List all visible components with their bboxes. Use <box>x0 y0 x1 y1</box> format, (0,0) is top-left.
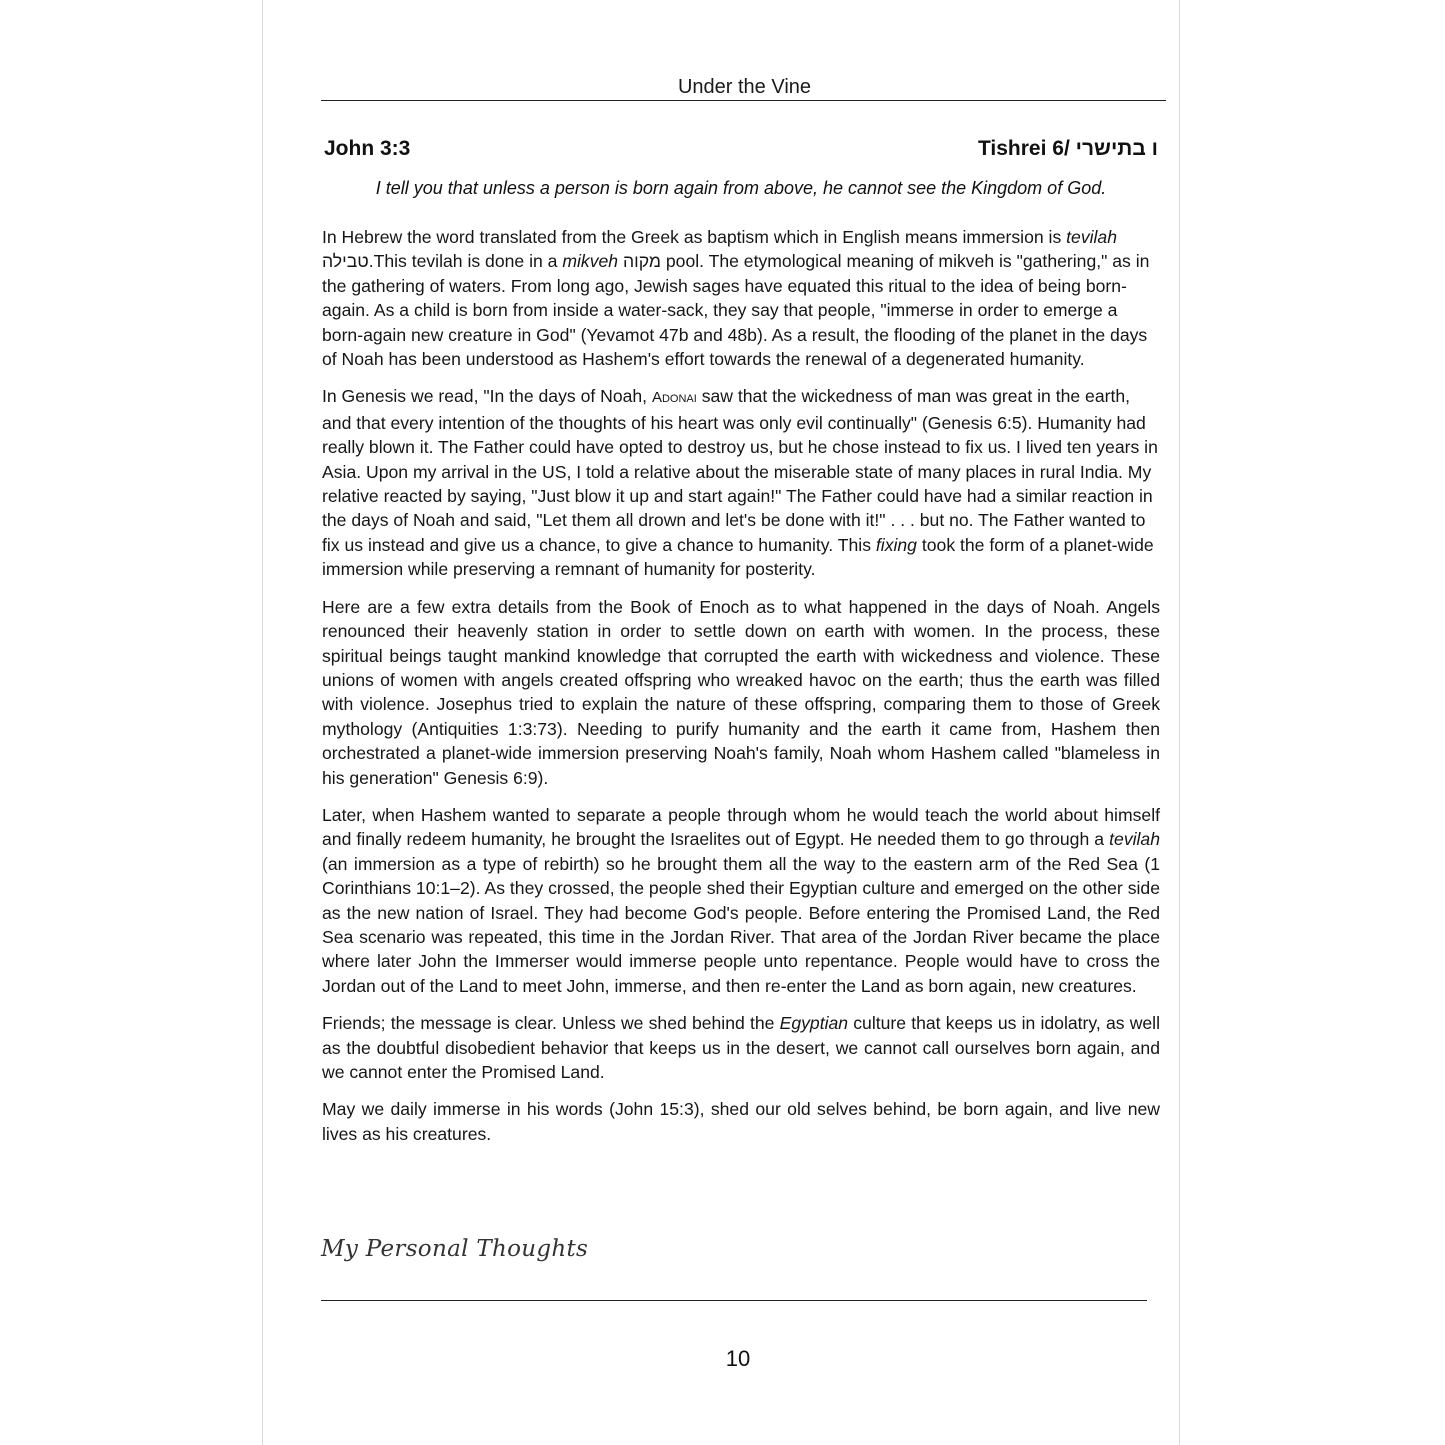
scripture-reference: John 3:3 <box>324 137 411 160</box>
paragraph-1-part-c: טבילה.This tevilah is done in a <box>322 251 563 272</box>
paragraph-4-part-a: Later, when Hashem wanted to separate a people through whom he would teach the world about himself and finally redeem humanity, he brought the Israelites out of Egypt. He needed them to go through a <box>322 804 1160 850</box>
paragraph-5 <box>322 1011 1160 1084</box>
paragraph-2-part-a: In Genesis we read, "In the days of Noah, <box>322 386 652 407</box>
notes-line <box>321 1300 1147 1301</box>
paragraph-6: May we daily immerse in his words (John 15:3), shed our old selves behind, be born again, and live new lives as his creatures. <box>322 1099 1160 1144</box>
book-page <box>262 0 1180 1445</box>
header-rule <box>321 100 1166 101</box>
paragraph-5-part-c: culture that keeps us in idolatry, as well as the doubtful disobedient behavior that keeps us in the desert, we cannot call ourselves born again, and we cannot enter the Promised Land. <box>322 1013 1161 1082</box>
paragraph-1-italic-mikveh: mikveh <box>562 251 619 272</box>
paragraph-1-part-e: מקוה pool. The etymological meaning of mikveh is "gathering," as in the gathering of waters. From long ago, Jewish sages have equated this ritual to the idea of being born-again. As a child is born from inside a water-sack, they say that people, "immerse in order to emerge a born-again new creature in God" (Yevamot 47b and 48b). As a result, the flooding of the planet in the days of Noah has been understood as Hashem's effort towards the renewal of a degenerated humanity. <box>322 251 1150 370</box>
paragraph-3: Here are a few extra details from the Book of Enoch as to what happened in the days of Noah. Angels renounced their heavenly station in order to settle down on earth with women. In the process, these spiritual beings taught mankind knowledge that corrupted the earth with wickedness and violence. These unions of women with angels created offspring who wreaked havoc on the earth; thus the earth was filled with violence. Josephus tried to explain the nature of these offspring, comparing them to those of Greek mythology (Antiquities 1:3:73). Needing to purify humanity and the earth it came from, Hashem then orchestrated a planet-wide immersion preserving Noah's family, Noah whom Hashem called "blameless in his generation" Genesis 6:9). <box>322 596 1160 788</box>
personal-thoughts-heading: My Personal Thoughts <box>321 1236 589 1262</box>
paragraph-1 <box>322 225 1160 371</box>
page-number: 10 <box>725 1346 751 1371</box>
paragraph-4-italic-tevilah: tevilah <box>1109 829 1160 850</box>
paragraph-2-part-e: took the form of a planet-wide immersion while preserving a remnant of humanity for posterity. <box>322 534 1154 580</box>
paragraph-4-part-c: (an immersion as a type of rebirth) so he brought them all the way to the eastern arm of the Red Sea (1 Corinthians 10:1–2). As they crossed, the people shed their Egyptian culture and emerged on the other side as the new nation of Israel. They had become God's people. Before entering the Promised Land, the Red Sea scenario was repeated, this time in the Jordan River. That area of the Jordan River became the place where later John the Immerser would immerse people unto repentance. People would have to cross the Jordan out of the Land to meet John, immerse, and then re-enter the Land as born again, new creatures. <box>322 853 1160 996</box>
running-title: Under the Vine <box>677 76 812 98</box>
paragraph-2-part-c: saw that the wickedness of man was great in the earth, and that every intention of the thoughts of his heart was only evil continually" (Genesis 6:5). Humanity had really blown it. The Father could have opted to destroy us, but he chose instead to fix us. I lived ten years in Asia. Upon my arrival in the US, I told a relative about the miserable state of many places in rural India. My relative reacted by saying, "Just blow it up and start again!" The Father could have had a similar reaction in the days of Noah and said, "Let them all drown and let's be done with it!" . . . but no. The Father wanted to fix us instead and give us a chance, to give a chance to humanity. This <box>322 386 1158 555</box>
paragraph-5-italic-egyptian: Egyptian <box>779 1013 849 1034</box>
paragraph-5-part-a: Friends; the message is clear. Unless we shed behind the <box>322 1013 780 1034</box>
paragraph-1-part-a: In Hebrew the word translated from the Greek as baptism which in English means immersion is <box>322 227 1067 247</box>
paragraph-2-italic-fixing: fixing <box>875 534 917 555</box>
devotional-body <box>322 225 1160 1159</box>
paragraph-1-italic-tevilah: tevilah <box>1066 227 1117 247</box>
paragraph-4 <box>322 803 1160 998</box>
key-verse: I tell you that unless a person is born again from above, he cannot see the Kingdom of God. <box>375 178 1107 198</box>
hebrew-date-label: Tishrei 6/ ו בתישרי <box>977 137 1158 160</box>
reference-row <box>324 137 1158 165</box>
paragraph-2 <box>322 384 1160 581</box>
paragraph-2-adonai: Adonai <box>651 389 697 407</box>
